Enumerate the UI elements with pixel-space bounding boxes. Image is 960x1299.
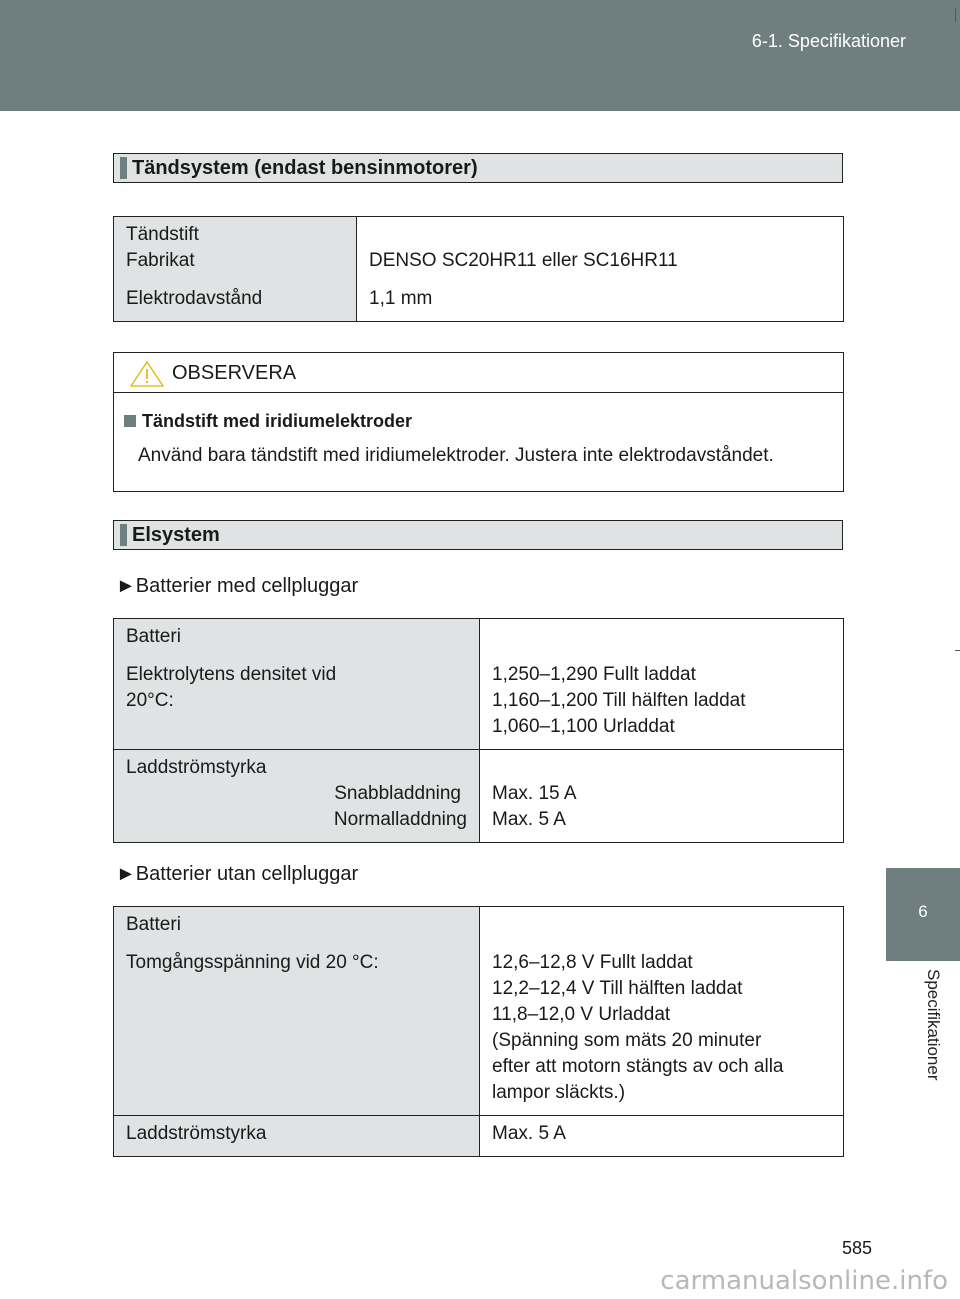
battery-label-cell: Batteri Elektrolytens densitet vid 20°C: [114, 619, 480, 750]
section-title-electrical: Elsystem [113, 520, 843, 550]
table-row [114, 217, 844, 322]
watermark: carmanualsonline.info [660, 1266, 948, 1296]
crop-mark-right [955, 650, 960, 651]
table-row [114, 907, 844, 1116]
spark-plug-label: Tändstift Fabrikat Elektrodavstånd [114, 217, 357, 322]
side-tab [886, 868, 960, 961]
warning-header [114, 353, 843, 393]
battery-voltage-label-cell: Batteri Tomgångsspänning vid 20 °C: [114, 907, 480, 1116]
battery-voltage-values: 12,6–12,8 V Fullt laddat 12,2–12,4 V Till hälften laddat 11,8–12,0 V Urladdat (Spänning som mäts 20 minuter efter att motorn stängts av och alla lampor släckts.) [480, 907, 844, 1116]
table-row [114, 750, 844, 843]
warning-triangle-icon [130, 361, 164, 387]
charge-label-cell: Laddströmstyrka [114, 1116, 480, 1157]
ignition-table [113, 216, 844, 322]
section-title-ignition: Tändsystem (endast bensinmotorer) [113, 153, 843, 183]
charge-label-cell: Laddströmstyrka Snabbladdning Normalladdning [114, 750, 480, 843]
battery-with-plugs-table [113, 618, 844, 843]
battery-density-values: 1,250–1,290 Fullt laddat 1,160–1,200 Till hälften laddat 1,060–1,100 Urladdat [480, 619, 844, 750]
warning-text: Använd bara tändstift med iridiumelektroder. Justera inte elektrodavståndet. [138, 445, 774, 466]
side-label [886, 961, 960, 1201]
side-tab-number: 6 [918, 902, 928, 921]
subheading-with-plugs: ►Batterier med cellpluggar [116, 575, 359, 597]
spark-plug-value: DENSO SC20HR11 eller SC16HR11 1,1 mm [357, 217, 844, 322]
side-tab-label: Specifikationer [924, 969, 943, 1081]
battery-without-plugs-table [113, 906, 844, 1157]
header-title: 6-1. Specifikationer [751, 31, 906, 51]
charge-values-cell: Max. 15 A Max. 5 A [480, 750, 844, 843]
page-number: 585 [842, 1238, 873, 1258]
crop-mark-top [955, 8, 956, 22]
square-bullet-icon [124, 415, 136, 427]
warning-subheading: Tändstift med iridiumelektroder [124, 411, 412, 432]
charge-value-cell: Max. 5 A [480, 1116, 844, 1157]
subheading-without-plugs: ►Batterier utan cellpluggar [116, 863, 359, 885]
table-row [114, 619, 844, 750]
table-row [114, 1116, 844, 1157]
warning-heading: OBSERVERA [172, 362, 297, 384]
page-header [0, 0, 960, 111]
warning-box [113, 352, 844, 492]
